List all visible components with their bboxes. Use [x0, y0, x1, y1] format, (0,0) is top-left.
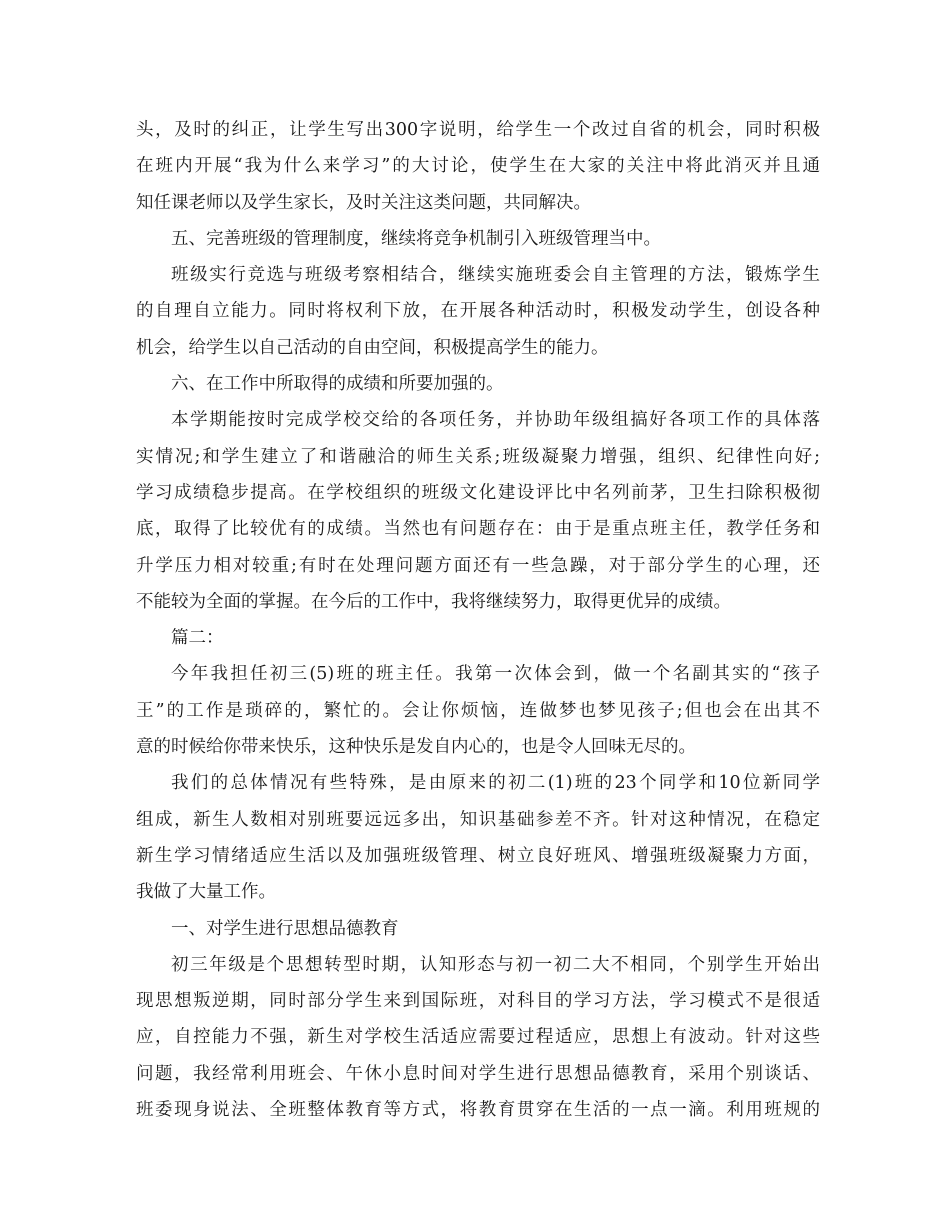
text-line: 意的时候给你带来快乐，这种快乐是发自内心的，也是令人回味无尽的。: [136, 737, 696, 758]
text-line: 头，及时的纠正，让学生写出300字说明，给学生一个改过自省的机会，同时积极: [136, 120, 820, 140]
text-line: 一、对学生进行思想品德教育: [171, 918, 399, 939]
text-line: 本学期能按时完成学校交给的各项任务，并协助年级组搞好各项工作的具体落: [171, 410, 820, 431]
text-line: 组成，新生人数相对别班要远远多出，知识基础参差不齐。针对这种情况，在稳定: [136, 809, 820, 830]
text-line: 实情况;和学生建立了和谐融洽的师生关系;班级凝聚力增强，组织、纪律性向好;: [136, 446, 820, 467]
text-line: 六、在工作中所取得的成绩和所要加强的。: [171, 374, 504, 395]
text-line: 的自理自立能力。同时将权利下放，在开展各种活动时，积极发动学生，创设各种: [136, 301, 820, 322]
text-line: 我做了大量工作。: [136, 882, 276, 903]
text-line: 知任课老师以及学生家长，及时关注这类问题，共同解决。: [136, 192, 591, 213]
text-line: 问题，我经常利用班会、午休小息时间对学生进行思想品德教育，采用个别谈话、: [136, 1063, 820, 1084]
text-line: 不能较为全面的掌握。在今后的工作中，我将继续努力，取得更优异的成绩。: [136, 591, 731, 612]
text-line: 新生学习情绪适应生活以及加强班级管理、树立良好班风、增强班级凝聚力方面，: [136, 845, 820, 866]
text-line: 在班内开展“我为什么来学习”的大讨论，使学生在大家的关注中将此消灭并且通: [136, 156, 820, 177]
text-line: 应，自控能力不强，新生对学校生活适应需要过程适应，思想上有波动。针对这些: [136, 1027, 820, 1048]
text-line: 初三年级是个思想转型时期，认知形态与初一初二大不相同，个别学生开始出: [171, 954, 820, 975]
document-body: [136, 112, 820, 1128]
text-line: 现思想叛逆期，同时部分学生来到国际班，对科目的学习方法，学习模式不是很适: [136, 991, 820, 1012]
text-line: 我们的总体情况有些特殊，是由原来的初二(1)班的23个同学和10位新同学: [171, 773, 820, 794]
text-line: 学习成绩稳步提高。在学校组织的班级文化建设评比中名列前茅，卫生扫除积极彻: [136, 482, 820, 503]
text-line: 班级实行竞选与班级考察相结合，继续实施班委会自主管理的方法，锻炼学生: [171, 265, 820, 286]
text-line: 今年我担任初三(5)班的班主任。我第一次体会到，做一个名副其实的“孩子: [171, 664, 820, 685]
text-line: 五、完善班级的管理制度，继续将竞争机制引入班级管理当中。: [171, 228, 661, 249]
text-line: 王”的工作是琐碎的，繁忙的。会让你烦恼，连做梦也梦见孩子;但也会在出其不: [136, 700, 820, 721]
text-line: 底，取得了比较优有的成绩。当然也有问题存在：由于是重点班主任，教学任务和: [136, 519, 820, 540]
text-line: 机会，给学生以自己活动的自由空间，积极提高学生的能力。: [136, 337, 609, 358]
text-line: 班委现身说法、全班整体教育等方式，将教育贯穿在生活的一点一滴。利用班规的: [136, 1100, 820, 1121]
text-line: 升学压力相对较重;有时在处理问题方面还有一些急躁，对于部分学生的心理，还: [136, 555, 820, 576]
text-line: 篇二：: [171, 628, 224, 649]
